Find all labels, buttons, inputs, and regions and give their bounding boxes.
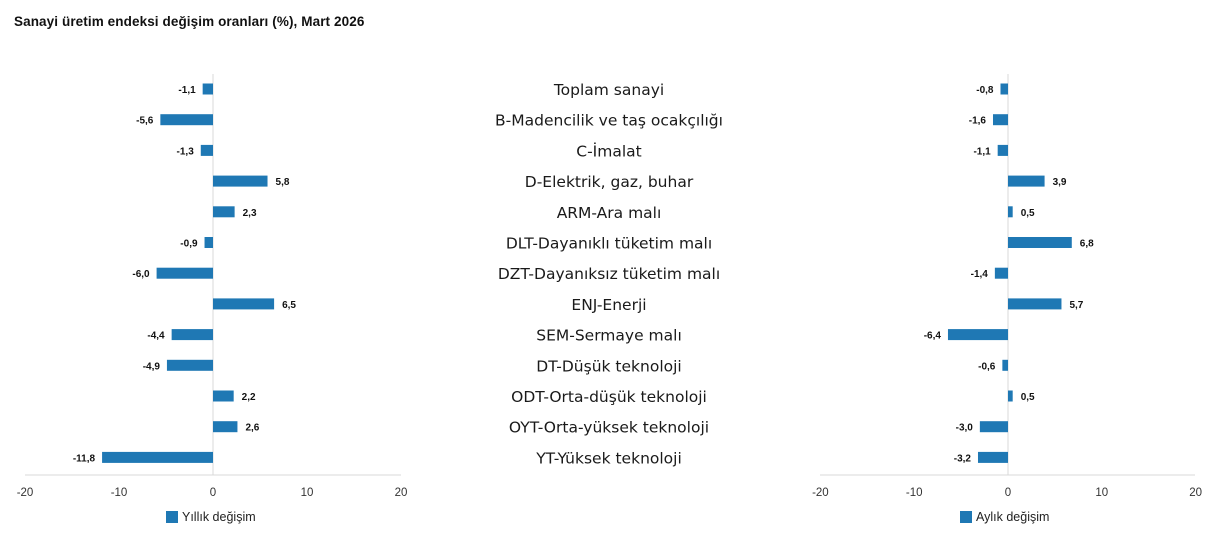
yillik-bar [213, 391, 234, 402]
aylik-data-label: 0,5 [1020, 207, 1035, 219]
aylik-bar [1008, 176, 1045, 187]
yillik-bar [205, 237, 213, 248]
yillik-data-label: 5,8 [275, 177, 290, 189]
category-label: C-İmalat [576, 142, 642, 161]
category-label: ODT-Orta-düşük teknoloji [511, 388, 707, 406]
category-label: DT-Düşük teknoloji [536, 357, 682, 376]
yillik-tick-label: 0 [209, 487, 217, 499]
aylik-tick-label: -10 [905, 487, 923, 499]
yillik-bar [213, 421, 237, 432]
aylik-bar [1008, 298, 1061, 309]
yillik-bar [213, 298, 274, 309]
yillik-data-label: 6,5 [282, 299, 297, 311]
aylik-tick-label: -20 [812, 487, 829, 499]
yillik-tick-label: 10 [300, 487, 314, 499]
aylik-data-label: 3,9 [1052, 177, 1067, 189]
yillik-bar [102, 452, 213, 463]
aylik-data-label: -1,6 [968, 115, 986, 127]
yillik-legend-swatch [166, 511, 178, 523]
aylik-bar [1008, 206, 1013, 217]
yillik-bar [213, 176, 268, 187]
aylik-bar [995, 268, 1008, 279]
yillik-data-label: -0,9 [180, 238, 198, 250]
category-label: DLT-Dayanıklı tüketim malı [505, 234, 713, 253]
aylik-tick-label: 10 [1095, 487, 1109, 499]
yillik-tick-label: -10 [110, 487, 128, 499]
yillik-data-label: -1,3 [176, 146, 194, 158]
category-label: B-Madencilik ve taş ocakçılığı [495, 111, 723, 130]
yillik-data-label: -5,6 [136, 115, 154, 127]
aylik-legend-swatch [960, 511, 972, 523]
aylik-data-label: -3,2 [953, 453, 971, 465]
yillik-data-label: -11,8 [72, 453, 96, 465]
yillik-data-label: 2,3 [242, 207, 257, 219]
aylik-data-label: 5,7 [1069, 299, 1084, 311]
category-label: D-Elektrik, gaz, buhar [524, 173, 694, 192]
aylik-bar [978, 452, 1008, 463]
aylik-tick-label: 20 [1189, 487, 1202, 499]
yillik-bar [213, 206, 235, 217]
yillik-bar [157, 268, 213, 279]
aylik-data-label: 0,5 [1020, 392, 1035, 403]
aylik-tick-label: 0 [1004, 487, 1012, 499]
aylik-bar [1008, 237, 1072, 248]
aylik-data-label: -0,8 [976, 85, 994, 96]
yillik-tick-label: 20 [394, 487, 408, 499]
category-label: DZT-Dayanıksız tüketim malı [497, 265, 721, 284]
category-label: YT-Yüksek teknoloji [536, 449, 682, 468]
aylik-bar [1002, 360, 1008, 371]
yillik-legend-label: Yıllık değişim [182, 510, 256, 524]
category-label: ARM-Ara malı [556, 203, 662, 222]
aylik-data-label: -6,4 [923, 330, 941, 342]
category-label: OYT-Orta-yüksek teknoloji [508, 418, 710, 437]
aylik-data-label: -1,1 [973, 146, 991, 158]
aylik-bar [980, 421, 1008, 432]
aylik-data-label: -3,0 [955, 422, 973, 434]
aylik-data-label: 6,8 [1079, 238, 1094, 250]
yillik-bar [201, 145, 213, 156]
yillik-bar [167, 360, 213, 371]
yillik-bar [172, 329, 213, 340]
yillik-data-label: -4,9 [142, 361, 160, 373]
aylik-bar [998, 145, 1008, 156]
category-label: Toplam sanayi [553, 81, 665, 99]
yillik-data-label: -6,0 [132, 269, 150, 281]
yillik-bar [160, 114, 213, 125]
yillik-data-label: -1,1 [178, 85, 196, 96]
aylik-bar [1008, 391, 1013, 402]
yillik-data-label: -4,4 [147, 330, 165, 342]
aylik-data-label: -1,4 [970, 269, 988, 281]
yillik-bar [203, 84, 213, 95]
yillik-data-label: 2,2 [241, 392, 256, 403]
yillik-tick-label: -20 [16, 487, 34, 499]
yillik-data-label: 2,6 [245, 422, 260, 434]
chart-title: Sanayi üretim endeksi değişim oranları (%), Mart 2026 [14, 14, 365, 29]
category-label: SEM-Sermaye malı [536, 326, 682, 345]
aylik-bar [948, 329, 1008, 340]
category-label: ENJ-Enerji [571, 295, 647, 314]
aylik-bar [993, 114, 1008, 125]
aylik-legend-label: Aylık değişim [976, 510, 1050, 524]
aylik-data-label: -0,6 [978, 361, 996, 373]
aylik-bar [1000, 84, 1008, 95]
